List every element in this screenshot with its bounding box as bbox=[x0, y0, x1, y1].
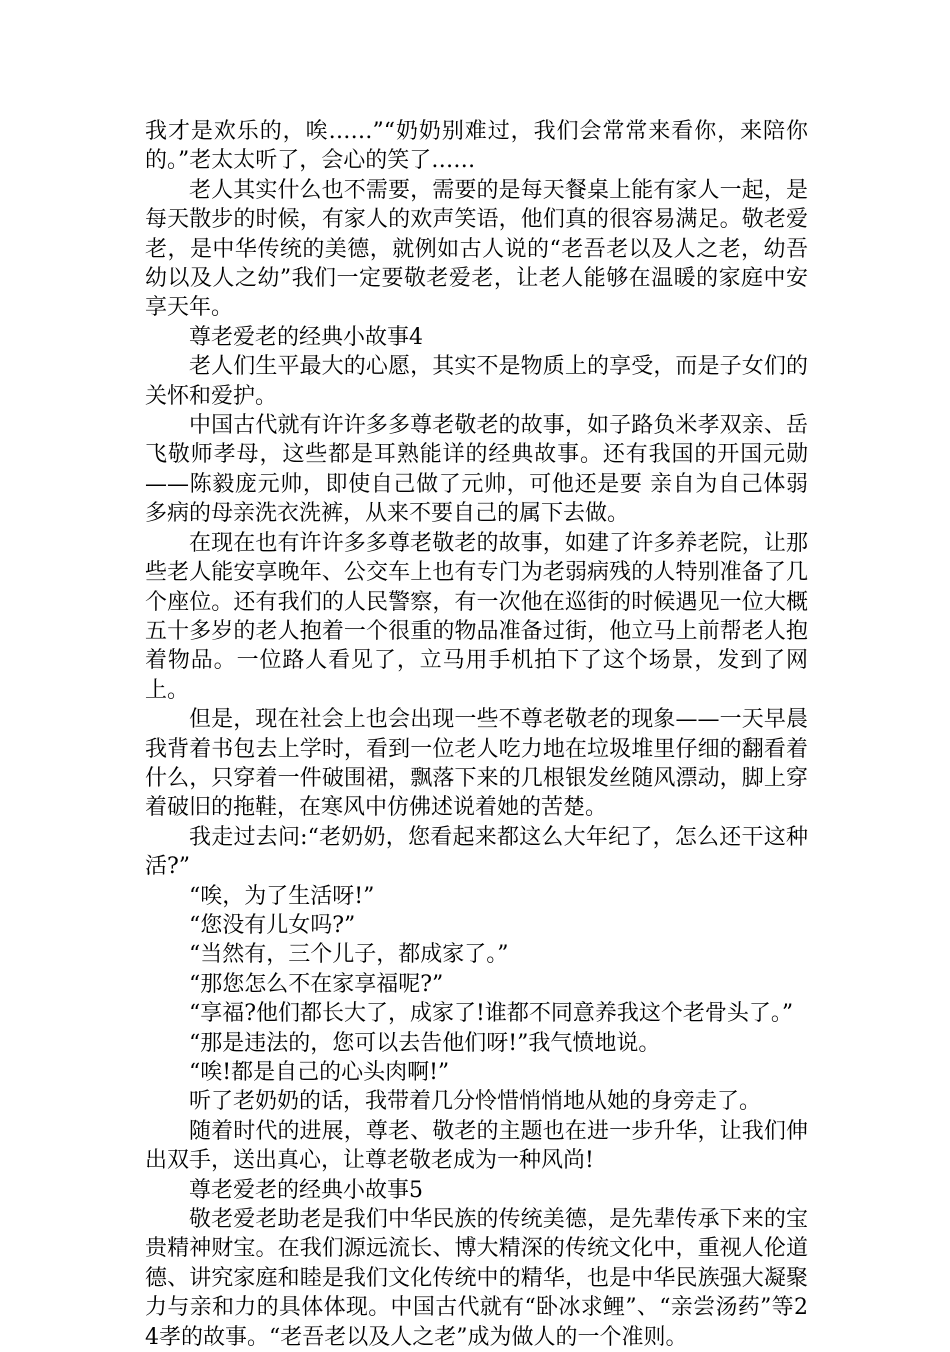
dialogue-line: “那是违法的，您可以去告他们呀!”我气愤地说。 bbox=[189, 1030, 661, 1056]
paragraph: 老人们生平最大的心愿，其实不是物质上的享受，而是子女们的关怀和爱护。 bbox=[145, 354, 808, 409]
dialogue-line: “享福?他们都长大了，成家了!谁都不同意养我这个老骨头了。” bbox=[189, 1001, 794, 1027]
paragraph: 在现在也有许许多多尊老敬老的故事，如建了许多养老院，让那些老人能安享晚年、公交车上也有专门为老弱病残的人特别准备了几个座位。还有我们的人民警察，有一次他在巡街的时候遇见一位大概五十多岁的老人抱着一个很重的物品准备过街，他立马上前帮老人抱着物品。一位路人看见了，立马用手机拍下了这个场景，发到了网上。 bbox=[145, 530, 808, 703]
paragraph: 但是，现在社会上也会出现一些不尊老敬老的现象——一天早晨我背着书包去上学时，看到一位老人吃力地在垃圾堆里仔细的翻看着什么，只穿着一件破围裙，飘落下来的几根银发丝随风漂动，脚上穿着破旧的拖鞋，在寒风中仿佛述说着她的苦楚。 bbox=[145, 707, 808, 821]
dialogue-line: “唉!都是自己的心头肉啊!” bbox=[189, 1060, 450, 1085]
dialogue-line: “唉，为了生活呀!” bbox=[189, 883, 375, 909]
paragraph: 中国古代就有许许多多尊老敬老的故事，如子路负米孝双亲、岳飞敬师孝母，这些都是耳熟能详的经典故事。还有我国的开国元勋——陈毅庞元帅，即使自己做了元帅，可他还是要 亲自为自己体弱多病的母亲洗衣洗裤，从来不要自己的属下去做。 bbox=[145, 413, 808, 527]
paragraph: 听了老奶奶的话，我带着几分怜惜悄悄地从她的身旁走了。 bbox=[189, 1089, 762, 1115]
paragraph: 随着时代的进展，尊老、敬老的主题也在进一步升华，让我们伸出双手，送出真心，让尊老敬老成为一种风尚! bbox=[145, 1118, 808, 1174]
dialogue-line: “那您怎么不在家享福呢?” bbox=[189, 971, 444, 997]
section-heading: 尊老爱老的经典小故事5 bbox=[189, 1177, 423, 1203]
section-heading: 尊老爱老的经典小故事4 bbox=[189, 324, 423, 350]
paragraph: 老人其实什么也不需要，需要的是每天餐桌上能有家人一起，是每天散步的时候，有家人的欢声笑语，他们真的很容易满足。敬老爱老，是中华传统的美德，就例如古人说的“老吾老以及人之老，幼吾幼以及人之幼”我们一定要敬老爱老，让老人能够在温暖的家庭中安享天年。 bbox=[145, 177, 808, 321]
paragraph: 敬老爱老助老是我们中华民族的传统美德，是先辈传承下来的宝贵精神财宝。在我们源远流长、博大精深的传统文化中，重视人伦道德、讲究家庭和睦是我们文化传统中的精华，也是中华民族强大凝聚力与亲和力的具体体现。中国古代就有“卧冰求鲤”、“亲尝汤药”等24孝的故事。“老吾老以及人之老”成为做人的一个准则。 bbox=[145, 1207, 808, 1350]
dialogue-line: “您没有儿女吗?” bbox=[189, 912, 356, 938]
paragraph: 我走过去问:“老奶奶，您看起来都这么大年纪了，怎么还干这种活?” bbox=[145, 824, 808, 880]
dialogue-line: “当然有，三个儿子，都成家了。” bbox=[189, 942, 509, 968]
paragraph: 我才是欢乐的，唉……”“奶奶别难过，我们会常常来看你，来陪你的。”老太太听了，会心的笑了…… bbox=[145, 119, 808, 174]
document-page bbox=[145, 117, 808, 1352]
